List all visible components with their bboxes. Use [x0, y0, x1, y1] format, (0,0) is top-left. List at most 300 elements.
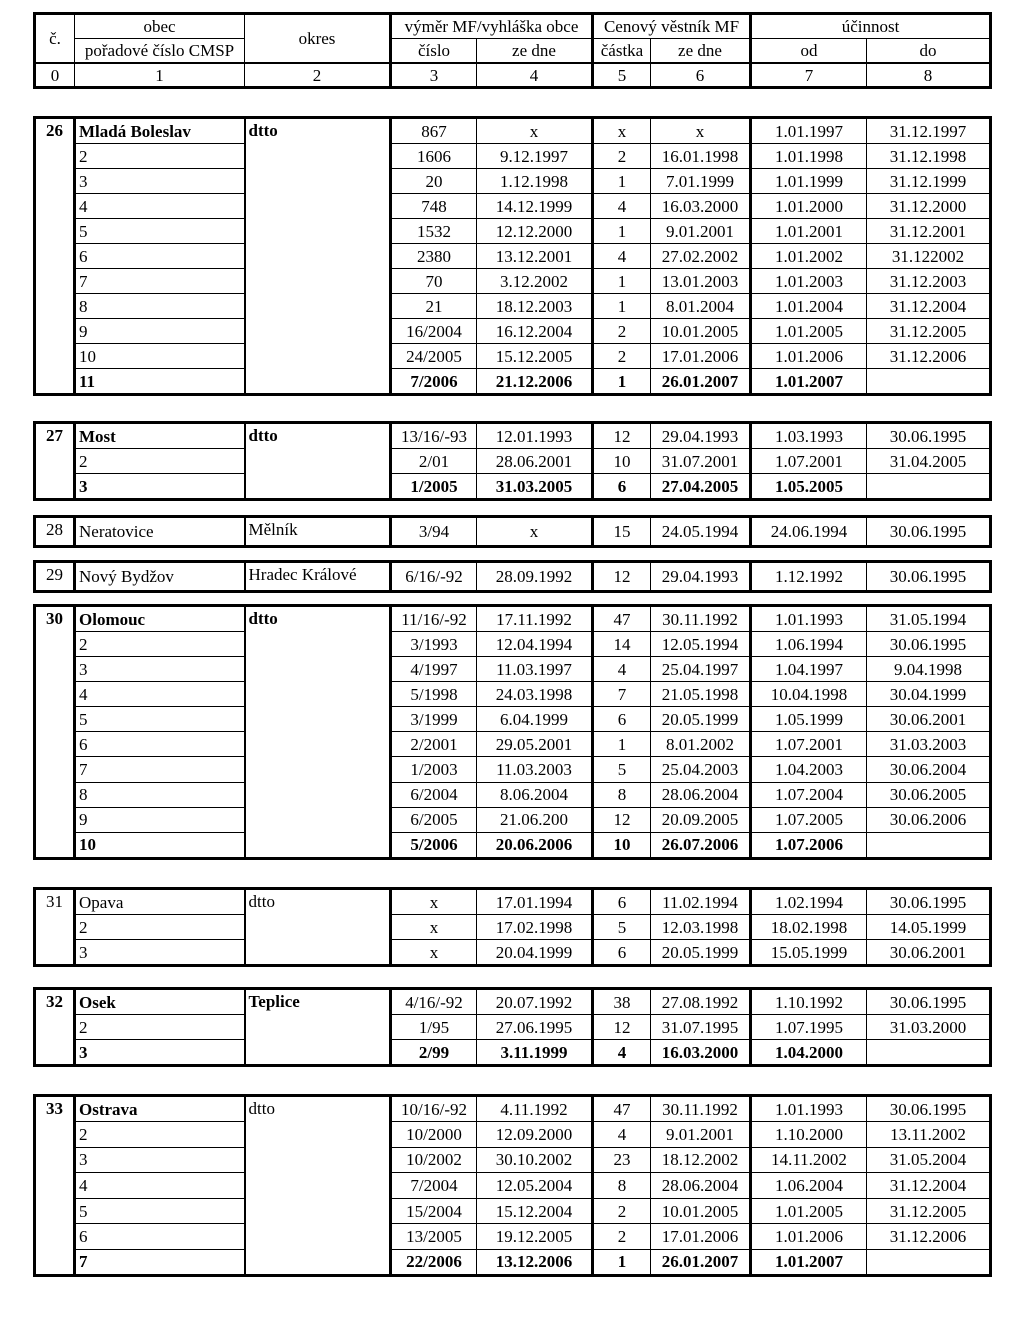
table-row [35, 169, 991, 194]
vymer-ze-dne-cell: 20.04.1999 [477, 940, 593, 966]
vestnik-ze-dne-cell: x [651, 118, 751, 144]
vestnik-ze-dne-cell: 20.05.1999 [651, 707, 751, 732]
ucinnost-do-cell: 31.03.2003 [867, 732, 991, 757]
group-number: 29 [35, 562, 75, 592]
vestnik-ze-dne-cell: 20.05.1999 [651, 940, 751, 966]
vymer-cislo-cell: 22/2006 [391, 1249, 477, 1275]
poradove-cislo-cell: Osek [75, 989, 245, 1015]
poradove-cislo-cell: 3 [75, 657, 245, 682]
vymer-cislo-cell: 16/2004 [391, 319, 477, 344]
poradove-cislo-cell: 2 [75, 632, 245, 657]
poradove-cislo-cell: Mladá Boleslav [75, 118, 245, 144]
vymer-cislo-cell: 24/2005 [391, 344, 477, 369]
vestnik-ze-dne-cell: 27.08.1992 [651, 989, 751, 1015]
column-header-table [33, 12, 992, 89]
vestnik-ze-dne-cell: 27.04.2005 [651, 474, 751, 500]
castka-cell: 2 [593, 144, 651, 169]
ucinnost-do-cell: 31.12.1999 [867, 169, 991, 194]
ucinnost-do-cell: 31.12.2004 [867, 294, 991, 319]
vymer-cislo-cell: 3/1993 [391, 632, 477, 657]
castka-cell: 4 [593, 1122, 651, 1148]
ucinnost-od-cell: 1.01.2001 [751, 219, 867, 244]
municipality-group [33, 887, 992, 967]
vestnik-ze-dne-cell: 9.01.2001 [651, 219, 751, 244]
vymer-cislo-cell: 6/16/-92 [391, 562, 477, 592]
table-row [35, 632, 991, 657]
vymer-cislo-cell: 13/2005 [391, 1224, 477, 1250]
group-number: 32 [35, 989, 75, 1066]
table-row [35, 732, 991, 757]
vymer-ze-dne-cell: 3.11.1999 [477, 1040, 593, 1066]
vymer-ze-dne-cell: 30.10.2002 [477, 1147, 593, 1173]
vymer-cislo-cell: 1/2005 [391, 474, 477, 500]
ucinnost-od-cell: 14.11.2002 [751, 1147, 867, 1173]
poradove-cislo-cell: 9 [75, 807, 245, 832]
vymer-ze-dne-cell: 27.06.1995 [477, 1015, 593, 1040]
vestnik-ze-dne-cell: 26.07.2006 [651, 832, 751, 858]
vymer-cislo-cell: 10/2000 [391, 1122, 477, 1148]
poradove-cislo-cell: 3 [75, 169, 245, 194]
ucinnost-od-cell: 1.03.1993 [751, 423, 867, 449]
ucinnost-od-cell: 1.07.1995 [751, 1015, 867, 1040]
vymer-ze-dne-cell: 12.01.1993 [477, 423, 593, 449]
vymer-cislo-cell: 1532 [391, 219, 477, 244]
table-row [35, 657, 991, 682]
vymer-cislo-cell: 2/01 [391, 449, 477, 474]
ucinnost-do-cell [867, 474, 991, 500]
castka-cell: 12 [593, 807, 651, 832]
ucinnost-od-cell: 1.06.2004 [751, 1173, 867, 1199]
vymer-ze-dne-cell: 8.06.2004 [477, 782, 593, 807]
vymer-ze-dne-cell: 20.07.1992 [477, 989, 593, 1015]
poradove-cislo-cell: 2 [75, 144, 245, 169]
ucinnost-do-cell: 31.12.2004 [867, 1173, 991, 1199]
ucinnost-do-cell [867, 369, 991, 395]
table-row [35, 807, 991, 832]
poradove-cislo-cell: 4 [75, 682, 245, 707]
vymer-ze-dne-cell: 31.03.2005 [477, 474, 593, 500]
ucinnost-do-cell: 31.12.1997 [867, 118, 991, 144]
vymer-ze-dne-cell: 21.12.2006 [477, 369, 593, 395]
vestnik-ze-dne-cell: 28.06.2004 [651, 782, 751, 807]
castka-cell: 15 [593, 517, 651, 547]
vymer-cislo-cell: 5/1998 [391, 682, 477, 707]
vymer-cislo-cell: 70 [391, 269, 477, 294]
municipality-group [33, 604, 992, 860]
vymer-ze-dne-cell: 12.04.1994 [477, 632, 593, 657]
table-row [35, 1015, 991, 1040]
castka-cell: 1 [593, 369, 651, 395]
poradove-cislo-cell: 7 [75, 269, 245, 294]
vymer-cislo-cell: 7/2006 [391, 369, 477, 395]
ucinnost-do-cell: 30.06.1995 [867, 517, 991, 547]
vymer-cislo-cell: 10/2002 [391, 1147, 477, 1173]
table-row [35, 989, 991, 1015]
castka-cell: 8 [593, 1173, 651, 1199]
ucinnost-do-cell: 31.12.2006 [867, 1224, 991, 1250]
municipality-group [33, 987, 992, 1067]
ucinnost-od-cell: 1.01.2005 [751, 1198, 867, 1224]
vestnik-ze-dne-cell: 24.05.1994 [651, 517, 751, 547]
vymer-ze-dne-cell: 3.12.2002 [477, 269, 593, 294]
ucinnost-do-cell: 31.03.2000 [867, 1015, 991, 1040]
table-row [35, 1249, 991, 1275]
vymer-ze-dne-cell: 12.12.2000 [477, 219, 593, 244]
vestnik-ze-dne-cell: 18.12.2002 [651, 1147, 751, 1173]
vymer-cislo-cell: x [391, 940, 477, 966]
table-row [35, 832, 991, 858]
group-number: 33 [35, 1096, 75, 1276]
ucinnost-do-cell: 31.12.2003 [867, 269, 991, 294]
vymer-cislo-cell: 5/2006 [391, 832, 477, 858]
table-row [35, 219, 991, 244]
ucinnost-do-cell: 30.06.2006 [867, 807, 991, 832]
table-row [35, 194, 991, 219]
ucinnost-od-cell: 1.12.1992 [751, 562, 867, 592]
col-number: 4 [477, 63, 593, 88]
ucinnost-od-cell: 1.01.1997 [751, 118, 867, 144]
vymer-ze-dne-cell: x [477, 118, 593, 144]
ucinnost-od-cell: 1.04.1997 [751, 657, 867, 682]
group-number: 30 [35, 606, 75, 859]
ucinnost-od-cell: 1.01.2007 [751, 1249, 867, 1275]
poradove-cislo-cell: 10 [75, 832, 245, 858]
poradove-cislo-cell: 3 [75, 1040, 245, 1066]
table-row [35, 889, 991, 915]
vymer-cislo-cell: 2/2001 [391, 732, 477, 757]
okres-cell: dtto [245, 423, 391, 500]
vestnik-ze-dne-cell: 25.04.2003 [651, 757, 751, 782]
ucinnost-do-cell: 31.12.2001 [867, 219, 991, 244]
vestnik-ze-dne-cell: 28.06.2004 [651, 1173, 751, 1199]
ucinnost-do-cell: 31.12.1998 [867, 144, 991, 169]
ucinnost-od-cell: 1.07.2004 [751, 782, 867, 807]
ucinnost-do-cell: 30.06.1995 [867, 632, 991, 657]
ucinnost-do-cell [867, 832, 991, 858]
vestnik-ze-dne-cell: 25.04.1997 [651, 657, 751, 682]
ucinnost-od-cell: 1.01.2003 [751, 269, 867, 294]
poradove-cislo-cell: 6 [75, 1224, 245, 1250]
vymer-cislo-cell: 6/2004 [391, 782, 477, 807]
vymer-cislo-cell: 6/2005 [391, 807, 477, 832]
castka-cell: 8 [593, 782, 651, 807]
ucinnost-od-cell: 1.01.1993 [751, 1096, 867, 1122]
table-row [35, 606, 991, 632]
table-row [35, 1040, 991, 1066]
ucinnost-do-cell [867, 1249, 991, 1275]
castka-cell: 5 [593, 915, 651, 940]
vestnik-ze-dne-cell: 17.01.2006 [651, 1224, 751, 1250]
ucinnost-od-cell: 24.06.1994 [751, 517, 867, 547]
table-row [35, 449, 991, 474]
vymer-ze-dne-cell: 15.12.2005 [477, 344, 593, 369]
okres-cell: dtto [245, 606, 391, 859]
header-ucinnost: účinnost [751, 14, 991, 39]
castka-cell: 4 [593, 657, 651, 682]
col-number: 0 [35, 63, 75, 88]
poradove-cislo-cell: 4 [75, 194, 245, 219]
ucinnost-do-cell: 30.06.2004 [867, 757, 991, 782]
vymer-cislo-cell: 1/2003 [391, 757, 477, 782]
vestnik-ze-dne-cell: 10.01.2005 [651, 1198, 751, 1224]
municipality-group [33, 560, 992, 593]
ucinnost-do-cell: 30.06.1995 [867, 423, 991, 449]
vestnik-ze-dne-cell: 30.11.1992 [651, 606, 751, 632]
ucinnost-od-cell: 1.02.1994 [751, 889, 867, 915]
vymer-cislo-cell: 867 [391, 118, 477, 144]
vymer-cislo-cell: 3/94 [391, 517, 477, 547]
vestnik-ze-dne-cell: 10.01.2005 [651, 319, 751, 344]
table-row [35, 517, 991, 547]
ucinnost-do-cell: 31.05.2004 [867, 1147, 991, 1173]
vymer-ze-dne-cell: 21.06.200 [477, 807, 593, 832]
okres-cell: dtto [245, 889, 391, 966]
vestnik-ze-dne-cell: 21.05.1998 [651, 682, 751, 707]
ucinnost-do-cell: 30.06.2005 [867, 782, 991, 807]
castka-cell: 6 [593, 707, 651, 732]
poradove-cislo-cell: 6 [75, 732, 245, 757]
vymer-ze-dne-cell: 13.12.2006 [477, 1249, 593, 1275]
poradove-cislo-cell: 8 [75, 294, 245, 319]
poradove-cislo-cell: 9 [75, 319, 245, 344]
vestnik-ze-dne-cell: 29.04.1993 [651, 562, 751, 592]
okres-cell: dtto [245, 118, 391, 395]
vestnik-ze-dne-cell: 16.03.2000 [651, 1040, 751, 1066]
vymer-ze-dne-cell: x [477, 517, 593, 547]
ucinnost-od-cell: 1.01.1999 [751, 169, 867, 194]
vestnik-ze-dne-cell: 26.01.2007 [651, 1249, 751, 1275]
vestnik-ze-dne-cell: 16.01.1998 [651, 144, 751, 169]
col-number: 6 [651, 63, 751, 88]
vestnik-ze-dne-cell: 20.09.2005 [651, 807, 751, 832]
vymer-ze-dne-cell: 4.11.1992 [477, 1096, 593, 1122]
castka-cell: 47 [593, 606, 651, 632]
vymer-cislo-cell: 748 [391, 194, 477, 219]
poradove-cislo-cell: 11 [75, 369, 245, 395]
ucinnost-od-cell: 1.07.2001 [751, 732, 867, 757]
municipality-group [33, 421, 992, 501]
vymer-cislo-cell: 4/1997 [391, 657, 477, 682]
vymer-ze-dne-cell: 16.12.2004 [477, 319, 593, 344]
ucinnost-do-cell: 30.06.1995 [867, 889, 991, 915]
ucinnost-do-cell: 14.05.1999 [867, 915, 991, 940]
castka-cell: 1 [593, 169, 651, 194]
castka-cell: 6 [593, 940, 651, 966]
ucinnost-do-cell: 31.12.2005 [867, 1198, 991, 1224]
vestnik-ze-dne-cell: 26.01.2007 [651, 369, 751, 395]
header-poradove-cislo: pořadové číslo CMSP [75, 39, 245, 64]
header-vymer: výměr MF/vyhláška obce [391, 14, 593, 39]
vymer-cislo-cell: 2380 [391, 244, 477, 269]
ucinnost-od-cell: 1.01.2004 [751, 294, 867, 319]
poradove-cislo-cell: 3 [75, 1147, 245, 1173]
castka-cell: 47 [593, 1096, 651, 1122]
vymer-cislo-cell: 13/16/-93 [391, 423, 477, 449]
table-row [35, 782, 991, 807]
poradove-cislo-cell: 6 [75, 244, 245, 269]
vymer-cislo-cell: 1/95 [391, 1015, 477, 1040]
vymer-ze-dne-cell: 1.12.1998 [477, 169, 593, 194]
vymer-cislo-cell: x [391, 915, 477, 940]
castka-cell: 4 [593, 194, 651, 219]
table-row [35, 940, 991, 966]
ucinnost-od-cell: 15.05.1999 [751, 940, 867, 966]
ucinnost-od-cell: 1.05.1999 [751, 707, 867, 732]
poradove-cislo-cell: 7 [75, 757, 245, 782]
vymer-cislo-cell: 11/16/-92 [391, 606, 477, 632]
table-row [35, 757, 991, 782]
header-vymer-cislo: číslo [391, 39, 477, 64]
vestnik-ze-dne-cell: 12.05.1994 [651, 632, 751, 657]
ucinnost-do-cell: 31.12.2005 [867, 319, 991, 344]
table-row [35, 423, 991, 449]
ucinnost-do-cell: 31.04.2005 [867, 449, 991, 474]
ucinnost-do-cell: 9.04.1998 [867, 657, 991, 682]
ucinnost-od-cell: 1.07.2006 [751, 832, 867, 858]
table-row [35, 344, 991, 369]
ucinnost-od-cell: 1.01.2007 [751, 369, 867, 395]
vestnik-ze-dne-cell: 17.01.2006 [651, 344, 751, 369]
castka-cell: 12 [593, 562, 651, 592]
castka-cell: 7 [593, 682, 651, 707]
vestnik-ze-dne-cell: 13.01.2003 [651, 269, 751, 294]
vymer-ze-dne-cell: 6.04.1999 [477, 707, 593, 732]
poradove-cislo-cell: Olomouc [75, 606, 245, 632]
municipality-group [33, 515, 992, 548]
vymer-ze-dne-cell: 11.03.1997 [477, 657, 593, 682]
header-vestnik-ze-dne: ze dne [651, 39, 751, 64]
castka-cell: 6 [593, 889, 651, 915]
vymer-cislo-cell: x [391, 889, 477, 915]
castka-cell: 1 [593, 1249, 651, 1275]
ucinnost-do-cell: 30.06.1995 [867, 562, 991, 592]
ucinnost-do-cell: 31.12.2006 [867, 344, 991, 369]
col-number: 3 [391, 63, 477, 88]
table-row [35, 269, 991, 294]
table-row [35, 294, 991, 319]
poradove-cislo-cell: 2 [75, 1015, 245, 1040]
castka-cell: 23 [593, 1147, 651, 1173]
vymer-cislo-cell: 4/16/-92 [391, 989, 477, 1015]
ucinnost-od-cell: 1.01.1998 [751, 144, 867, 169]
ucinnost-od-cell: 10.04.1998 [751, 682, 867, 707]
ucinnost-od-cell: 1.01.2002 [751, 244, 867, 269]
col-number: 2 [245, 63, 391, 88]
poradove-cislo-cell: 2 [75, 915, 245, 940]
vestnik-ze-dne-cell: 9.01.2001 [651, 1122, 751, 1148]
poradove-cislo-cell: 7 [75, 1249, 245, 1275]
vymer-ze-dne-cell: 12.05.2004 [477, 1173, 593, 1199]
table-row [35, 682, 991, 707]
castka-cell: 4 [593, 1040, 651, 1066]
ucinnost-od-cell: 1.05.2005 [751, 474, 867, 500]
castka-cell: 6 [593, 474, 651, 500]
vymer-cislo-cell: 15/2004 [391, 1198, 477, 1224]
poradove-cislo-cell: 5 [75, 219, 245, 244]
okres-cell: Teplice [245, 989, 391, 1066]
table-row [35, 707, 991, 732]
vymer-ze-dne-cell: 12.09.2000 [477, 1122, 593, 1148]
col-number: 8 [867, 63, 991, 88]
castka-cell: 14 [593, 632, 651, 657]
col-number: 5 [593, 63, 651, 88]
ucinnost-od-cell: 1.10.1992 [751, 989, 867, 1015]
poradove-cislo-cell: Neratovice [75, 517, 245, 547]
castka-cell: 5 [593, 757, 651, 782]
header-vestnik: Cenový věstník MF [593, 14, 751, 39]
vymer-cislo-cell: 1606 [391, 144, 477, 169]
poradove-cislo-cell: 10 [75, 344, 245, 369]
vestnik-ze-dne-cell: 16.03.2000 [651, 194, 751, 219]
vymer-ze-dne-cell: 18.12.2003 [477, 294, 593, 319]
castka-cell: 10 [593, 449, 651, 474]
vestnik-ze-dne-cell: 29.04.1993 [651, 423, 751, 449]
poradove-cislo-cell: 4 [75, 1173, 245, 1199]
ucinnost-od-cell: 1.01.1993 [751, 606, 867, 632]
vymer-ze-dne-cell: 28.09.1992 [477, 562, 593, 592]
vestnik-ze-dne-cell: 12.03.1998 [651, 915, 751, 940]
poradove-cislo-cell: 5 [75, 707, 245, 732]
table-row [35, 1122, 991, 1148]
group-number: 31 [35, 889, 75, 966]
vymer-ze-dne-cell: 11.03.2003 [477, 757, 593, 782]
vymer-ze-dne-cell: 17.01.1994 [477, 889, 593, 915]
vymer-cislo-cell: 2/99 [391, 1040, 477, 1066]
ucinnost-do-cell: 30.04.1999 [867, 682, 991, 707]
vymer-cislo-cell: 3/1999 [391, 707, 477, 732]
header-do: do [867, 39, 991, 64]
ucinnost-od-cell: 18.02.1998 [751, 915, 867, 940]
vestnik-ze-dne-cell: 30.11.1992 [651, 1096, 751, 1122]
table-row [35, 1147, 991, 1173]
vestnik-ze-dne-cell: 8.01.2002 [651, 732, 751, 757]
poradove-cislo-cell: 2 [75, 449, 245, 474]
ucinnost-do-cell [867, 1040, 991, 1066]
ucinnost-do-cell: 31.05.1994 [867, 606, 991, 632]
ucinnost-od-cell: 1.01.2006 [751, 1224, 867, 1250]
vestnik-ze-dne-cell: 27.02.2002 [651, 244, 751, 269]
header-okres: okres [245, 14, 391, 64]
group-number: 26 [35, 118, 75, 395]
castka-cell: 12 [593, 1015, 651, 1040]
ucinnost-od-cell: 1.01.2005 [751, 319, 867, 344]
table-row [35, 474, 991, 500]
table-row [35, 562, 991, 592]
castka-cell: 12 [593, 423, 651, 449]
table-row [35, 915, 991, 940]
vymer-cislo-cell: 10/16/-92 [391, 1096, 477, 1122]
vestnik-ze-dne-cell: 11.02.1994 [651, 889, 751, 915]
group-number: 27 [35, 423, 75, 500]
vymer-ze-dne-cell: 28.06.2001 [477, 449, 593, 474]
vymer-ze-dne-cell: 14.12.1999 [477, 194, 593, 219]
header-vymer-ze-dne: ze dne [477, 39, 593, 64]
table-row [35, 144, 991, 169]
castka-cell: 4 [593, 244, 651, 269]
castka-cell: 2 [593, 1198, 651, 1224]
table-row [35, 1224, 991, 1250]
castka-cell: 38 [593, 989, 651, 1015]
poradove-cislo-cell: 8 [75, 782, 245, 807]
poradove-cislo-cell: Ostrava [75, 1096, 245, 1122]
vymer-ze-dne-cell: 13.12.2001 [477, 244, 593, 269]
okres-cell: dtto [245, 1096, 391, 1276]
poradove-cislo-cell: 5 [75, 1198, 245, 1224]
vestnik-ze-dne-cell: 8.01.2004 [651, 294, 751, 319]
vestnik-ze-dne-cell: 7.01.1999 [651, 169, 751, 194]
poradove-cislo-cell: 2 [75, 1122, 245, 1148]
vymer-ze-dne-cell: 17.02.1998 [477, 915, 593, 940]
